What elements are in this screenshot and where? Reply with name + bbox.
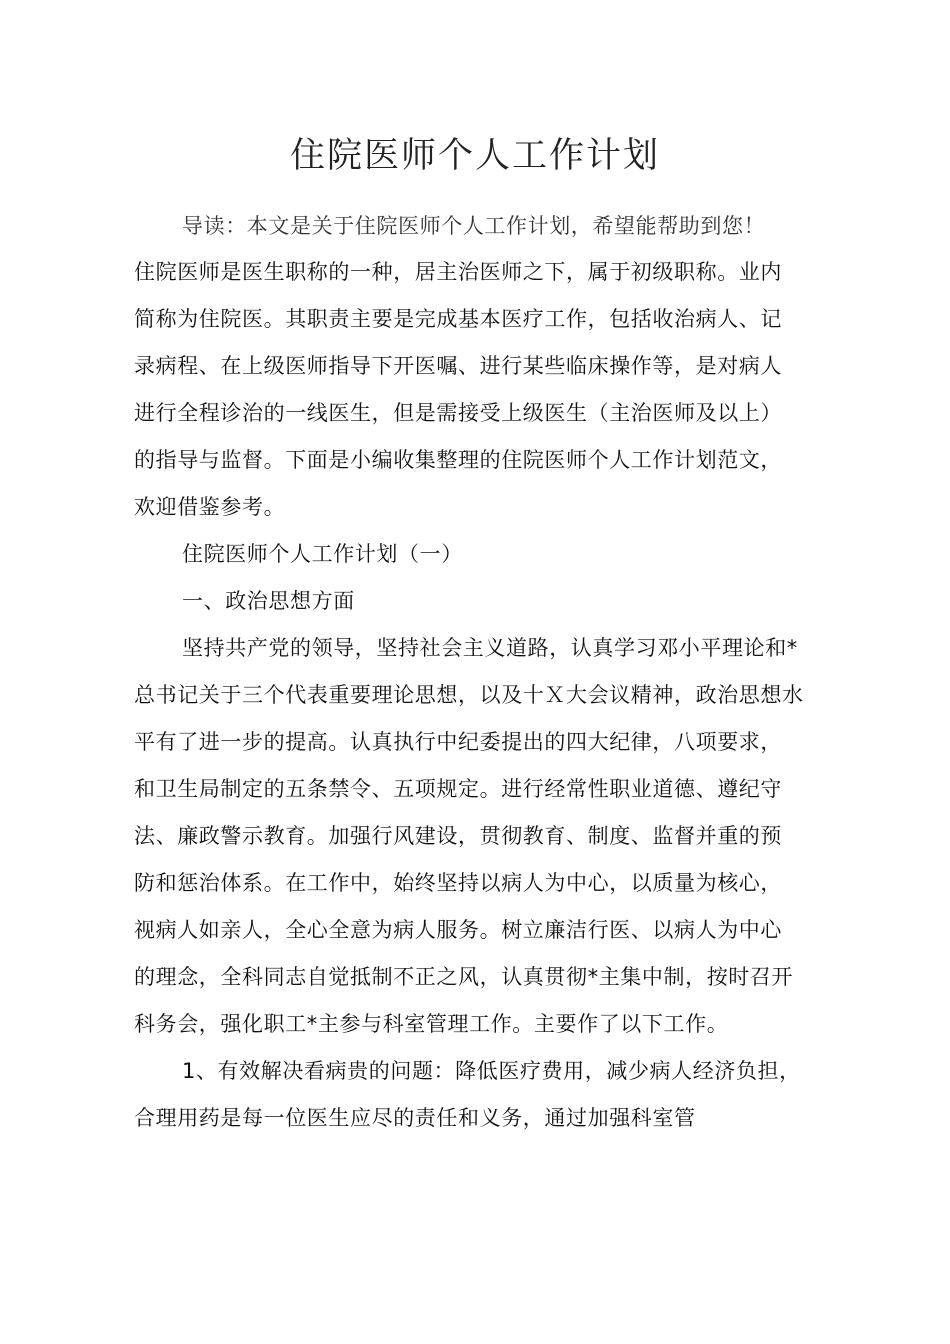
paragraph-line: 欢迎借鉴参考。 (134, 495, 286, 519)
paragraph-line: 防和惩治体系。在工作中，始终坚持以病人为中心，以质量为核心， (134, 871, 782, 895)
intro-line: 导读：本文是关于住院医师个人工作计划，希望能帮助到您！ (182, 214, 766, 238)
paragraph-line: 平有了进一步的提高。认真执行中纪委提出的四大纪律，八项要求， (134, 730, 782, 754)
subsection-heading: 一、政治思想方面 (182, 589, 355, 613)
paragraph-line: 和卫生局制定的五条禁令、五项规定。进行经常性职业道德、遵纪守 (134, 777, 782, 801)
section-heading: 住院医师个人工作计划（一） (182, 542, 463, 566)
paragraph-line: 1、有效解决看病贵的问题：降低医疗费用，减少病人经济负担， (182, 1059, 801, 1083)
paragraph-line: 进行全程诊治的一线医生，但是需接受上级医生（主治医师及以上） (134, 401, 782, 425)
paragraph-line: 住院医师是医生职称的一种，居主治医师之下，属于初级职称。业内 (134, 260, 782, 284)
paragraph-line: 总书记关于三个代表重要理论思想，以及十Ｘ大会议精神，政治思想水 (134, 683, 804, 707)
paragraph-line: 的理念，全科同志自觉抵制不正之风，认真贯彻*主集中制，按时召开 (134, 965, 794, 989)
paragraph-line: 视病人如亲人，全心全意为病人服务。树立廉洁行医、以病人为中心 (134, 918, 782, 942)
paragraph-line: 的指导与监督。下面是小编收集整理的住院医师个人工作计划范文， (134, 448, 782, 472)
paragraph-line: 法、廉政警示教育。加强行风建设，贯彻教育、制度、监督并重的预 (134, 824, 782, 848)
paragraph-line: 合理用药是每一位医生应尽的责任和义务，通过加强科室管 (134, 1106, 696, 1130)
paragraph-line: 科务会，强化职工*主参与科室管理工作。主要作了以下工作。 (134, 1012, 729, 1036)
paragraph-line: 坚持共产党的领导，坚持社会主义道路，认真学习邓小平理论和* (182, 636, 798, 660)
document-title: 住院医师个人工作计划 (289, 136, 660, 176)
paragraph-line: 录病程、在上级医师指导下开医嘱、进行某些临床操作等，是对病人 (134, 354, 782, 378)
paragraph-line: 简称为住院医。其职责主要是完成基本医疗工作，包括收治病人、记 (134, 307, 782, 331)
